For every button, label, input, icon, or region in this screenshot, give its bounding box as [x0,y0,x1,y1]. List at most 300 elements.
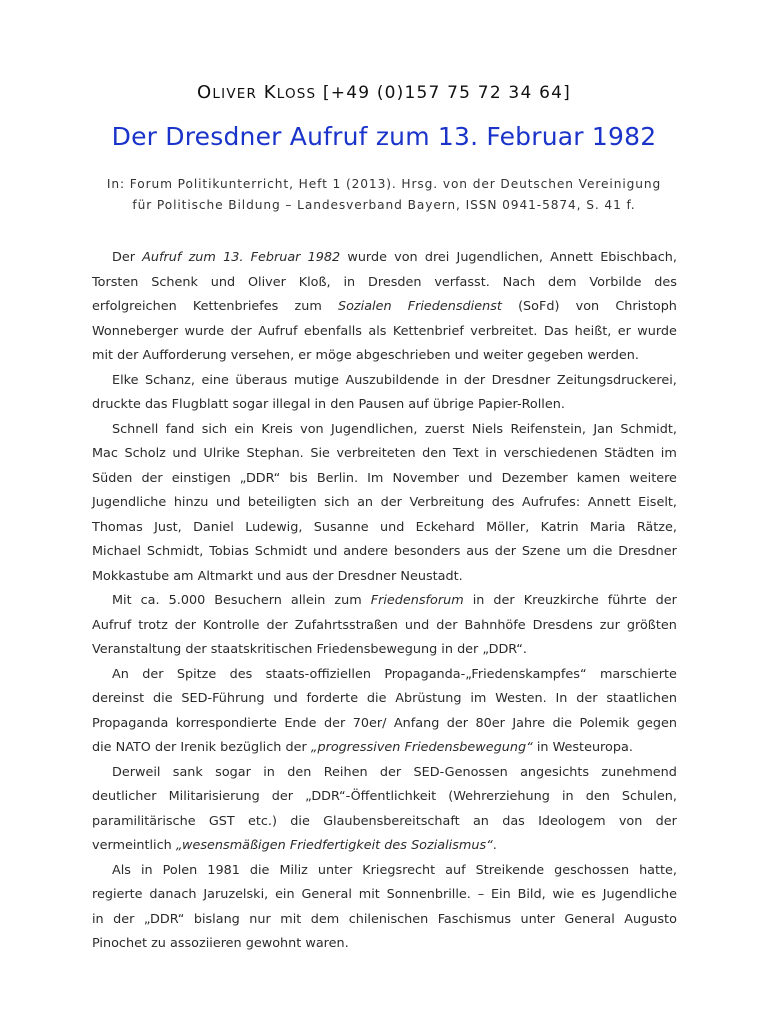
text-line [92,785,677,810]
word: Verbreitung [409,495,485,510]
word: und [273,691,298,706]
word: andere [343,544,389,559]
word: Zeitungsdruckerei, [556,372,677,388]
word: weiter [483,348,524,363]
word: Irenik [180,740,217,755]
word: der [463,372,486,388]
word: Kloß, [298,274,331,290]
word: 13. [223,250,244,265]
word: der [576,691,598,706]
word: Propaganda-„Friedenskampfes“ [384,666,587,682]
word: verbreiteten [336,446,416,461]
word: im [660,446,677,461]
author-first-rest: LIVER [212,86,258,102]
word: die [592,544,613,559]
word: General [301,887,352,902]
text-line [92,271,677,296]
text-line [92,712,677,737]
word: Dresden [367,274,422,290]
word: Susanne [313,519,369,535]
word: Eckehard [415,519,475,535]
word: angesichts [520,764,590,780]
word: als [368,323,387,339]
word: Ideologem [538,813,606,829]
word: staatlichen [606,691,677,706]
word: von [575,299,600,314]
word: aus [466,544,489,559]
word: zum [188,250,216,265]
word: Annett [587,495,631,510]
word: der [142,666,164,682]
word: die [290,813,310,829]
word: der [446,715,469,731]
word: korrespondierte [175,715,277,731]
word: 70er/ [352,715,387,731]
author-last-initial: K [263,82,277,103]
word: Jan [593,421,614,437]
word: Kontrolle [203,617,260,633]
word: auf [408,397,429,412]
word: Ludewig, [245,519,303,535]
word: Polen [162,862,198,878]
word: staats-offiziellen [265,666,371,682]
word: Ein [490,887,511,902]
word: Friedensdienst [407,299,502,314]
word: Tobias [209,544,249,559]
text-line [92,614,677,639]
text-line [92,638,677,663]
word: sank [172,764,203,780]
word: um [566,544,587,559]
word: in [314,397,327,412]
word: des [654,274,677,290]
word: Friedensbewegung [316,642,438,657]
word: Sie [310,446,330,461]
text-line [92,393,677,418]
word: Text [452,446,479,461]
word: Glaubensbereitschaft [323,813,460,829]
word: marschierte [599,666,677,682]
word: November [392,470,460,486]
word: Szene [521,544,561,559]
word: (SoFd) [518,299,560,314]
word: Eiselt, [638,495,677,510]
word: auf [445,862,466,878]
word: Sozialen [337,299,392,314]
citation-line-2: für Politische Bildung – Landesverband Bayern, ISSN 0941-5874, S. 41 f. [132,198,636,212]
word: „progressiven [310,740,401,755]
word: Pinochet [92,936,147,951]
word: überaus [235,372,288,388]
word: mit [280,911,302,927]
text-line [92,344,677,369]
word: Stephan. [246,446,304,461]
word: der [271,789,294,804]
word: und [215,495,241,510]
word: etc.) [247,813,277,829]
word: von [618,813,643,829]
word: Miliz [279,862,308,878]
word: verbreitet. [470,323,538,339]
word: zum [294,299,322,314]
word: in [561,789,574,804]
word: den [585,789,610,804]
word: der [655,593,677,608]
word: Thomas [92,519,143,535]
word: SED-Genossen [413,764,508,780]
word: Dresdner [491,372,551,388]
word: zur [599,617,620,633]
word: die [249,862,270,878]
text-line [92,687,677,712]
word: der [380,495,402,510]
word: zuerst [424,421,465,437]
word: Dresdner [337,568,397,584]
word: Oliver [247,274,286,290]
word: zunehmend [601,764,677,780]
word: in [472,593,485,608]
word: der [154,740,177,755]
word: und [468,470,493,486]
word: der [230,323,252,339]
word: Elke [112,372,139,388]
word: bis [289,470,308,486]
word: drei [424,250,450,265]
text-line [92,418,677,443]
word: Reifenstein, [510,421,586,437]
word: Reihen [323,764,368,780]
word: gegen [636,715,677,731]
word: An [112,666,129,682]
word: größten [626,617,677,633]
word: Daniel [193,519,234,535]
word: „DDR“ [239,470,281,486]
word: die [552,715,572,731]
word: Kreuzkirche [523,593,599,608]
word: Jugendliche [602,887,677,902]
word: Maria [589,519,626,535]
word: Friedensforum [370,593,464,608]
text-line [92,467,677,492]
word: Christoph [615,299,677,314]
text-line [92,565,677,590]
word: bezüglich [220,740,282,755]
word: Berlin. [316,470,359,486]
word: Westen. [495,691,547,706]
text-line [92,859,677,884]
word: werden. [587,348,639,363]
word: Faschismus [437,911,512,927]
word: Mokkastube [92,568,170,584]
word: Militarisierung [168,789,260,804]
word: Scholz [124,446,166,461]
word: einstigen [171,470,231,486]
word: unter [520,911,555,927]
word: von [394,250,418,265]
text-line [92,810,677,835]
word: hinzu [173,495,209,510]
body-text [92,246,677,957]
word: Zufahrtsstraßen [294,617,398,633]
word: Flugblatt [171,397,229,412]
word: Aufruf [92,617,132,633]
text-line [92,761,677,786]
text-line [92,834,677,859]
word: Katrin [540,519,579,535]
word: beteiligten [247,495,317,510]
word: mutige [293,372,339,388]
word: (Wehrerziehung [448,789,550,804]
word: In [555,691,568,706]
word: Schmidt [254,544,308,559]
word: er [298,348,312,363]
word: der [113,911,135,927]
word: Rätze, [636,519,677,535]
word: Spitze [176,666,217,682]
word: in [263,764,275,780]
word: Veranstaltung [92,642,182,657]
word: paramilitärische [92,813,196,829]
word: Bahnhöfe [464,617,526,633]
word: in [92,911,104,927]
word: mit [358,887,380,902]
word: versehen, [230,348,295,363]
word: allein [290,593,326,608]
word: der [655,813,677,829]
word: Papier-Rollen. [477,397,565,412]
word: Schanz, [144,372,195,388]
word: Derweil [112,764,161,780]
word: hatte, [639,862,677,878]
word: der [266,617,288,633]
word: dem [310,911,340,927]
word: General [564,911,615,927]
text-line [92,491,677,516]
author-line [0,82,768,103]
text-line [92,663,677,688]
word: Sozialismus“. [411,838,497,853]
word: Jugendlichen, [331,421,418,437]
citation [0,174,768,216]
word: der [174,617,197,633]
word: Bild, [517,887,546,902]
word: aus [285,568,309,584]
word: in [343,274,356,290]
word: Schmidt, [620,421,677,437]
word: und [379,519,405,535]
word: Das [543,323,569,339]
text-line [92,883,677,908]
word: erfolgreichen [92,299,177,314]
word: ein [275,887,295,902]
word: Propaganda [92,715,169,731]
word: Mit [112,593,132,608]
text-line [92,369,677,394]
word: Vorbilde [589,274,642,290]
word: dereinst [92,691,145,706]
word: Schnell [112,421,159,437]
word: Schulen, [621,789,677,804]
word: Jaruzelski, [203,887,269,902]
word: besonders [393,544,461,559]
word: Friedensbewegung“ [404,740,533,755]
text-line [92,516,677,541]
word: er [617,323,631,339]
word: Pausen [358,397,405,412]
word: Nach [502,274,536,290]
text-line [92,320,677,345]
word: in [485,446,497,461]
word: in [445,372,458,388]
word: wurde [637,323,677,339]
word: forderte [306,691,359,706]
word: Kettenbriefes [192,299,279,314]
word: Aufrufes: [522,495,581,510]
word: danach [149,887,197,902]
word: vermeintlich [92,838,172,853]
word: der [493,593,515,608]
word: an [357,495,374,510]
author-last-rest: LOSS [276,86,317,102]
word: der [185,642,207,657]
word: in [536,740,549,755]
word: illegal [272,397,311,412]
word: Aufruf [258,323,298,339]
word: der [312,568,334,584]
word: Torsten [92,274,139,290]
word: Im [367,470,384,486]
word: SED-Führung [181,691,265,706]
word: des [229,666,253,682]
word: deutlicher [92,789,157,804]
word: regierte [92,887,143,902]
word: zum [334,593,362,608]
author-first-initial: O [197,82,213,103]
word: der [436,617,458,633]
word: Ende [284,715,317,731]
word: der [285,740,307,755]
word: chilenischen [348,911,429,927]
word: führte [607,593,647,608]
word: am [173,568,194,584]
word: das [502,813,525,829]
word: unter [317,862,353,878]
word: Aufruf [142,250,182,265]
text-line [92,589,677,614]
word: abgeschrieben [355,348,451,363]
word: Just, [154,519,182,535]
word: NATO [115,740,151,755]
word: der [379,764,402,780]
word: Februar [250,250,301,265]
word: verfasst. [434,274,490,290]
word: „wesensmäßigen [175,838,286,853]
word: „DDR“-Öffentlichkeit [305,789,437,804]
text-line [92,295,677,320]
word: verschiedenen [503,446,598,461]
word: gewohnt [245,936,302,951]
word: 80er [475,715,505,731]
text-line [92,246,677,271]
word: trotz [138,617,168,633]
word: „DDR“ [143,911,185,927]
word: Dezember [501,470,568,486]
word: waren. [305,936,349,951]
word: des [491,495,515,510]
word: dem [548,274,577,290]
word: Niels [471,421,504,437]
word: Polemik [579,715,630,731]
word: Aufforderung [142,348,227,363]
word: wurde [184,323,225,339]
word: von [300,421,324,437]
word: den [422,446,447,461]
word: kamen [576,470,621,486]
word: assoziieren [169,936,242,951]
word: „DDR“. [482,642,527,657]
word: Jugendliche [92,495,167,510]
word: ca. [140,593,160,608]
word: 5.000 [168,593,206,608]
word: des [384,838,407,853]
word: Wonneberger [92,323,179,339]
word: gegeben [527,348,584,363]
word: ein [234,421,254,437]
word: Mac [92,446,118,461]
word: Süden [92,470,133,486]
word: Auszubildende [345,372,440,388]
word: übrige [432,397,474,412]
word: und [257,568,282,584]
word: Als [112,862,131,878]
text-line [92,540,677,565]
text-line [92,908,677,933]
word: – [477,887,485,902]
word: GST [208,813,235,829]
word: zu [151,936,166,951]
word: sogar [232,397,269,412]
word: die [153,691,173,706]
word: die [366,691,387,706]
word: druckte [92,397,141,412]
word: heißt, [574,323,612,339]
word: an [472,813,489,829]
word: Westeuropa. [552,740,633,755]
word: der [141,470,163,486]
word: in [441,642,453,657]
word: Kettenbrief [392,323,464,339]
word: bislang [193,911,240,927]
word: und [404,617,430,633]
word: Ulrike [203,446,240,461]
author-phone: [+49 (0)157 75 72 34 64] [322,83,571,103]
citation-line-1: In: Forum Politikunterricht, Heft 1 (2013). Hrsg. von der Deutschen Vereinigung [106,177,662,191]
word: Sonnenbrille. [386,887,471,902]
word: Kreis [261,421,293,437]
word: der [323,715,346,731]
word: den [287,764,312,780]
word: Jahre [512,715,545,731]
word: Annett [550,250,594,265]
word: Dresdner [618,544,677,559]
word: eine [201,372,229,388]
document-title: Der Dresdner Aufruf zum 13. Februar 1982 [111,122,657,151]
word: Ebischbach, [600,250,677,265]
word: das [144,397,168,412]
word: weitere [629,470,677,486]
word: der [457,642,479,657]
word: staatskritischen [210,642,313,657]
